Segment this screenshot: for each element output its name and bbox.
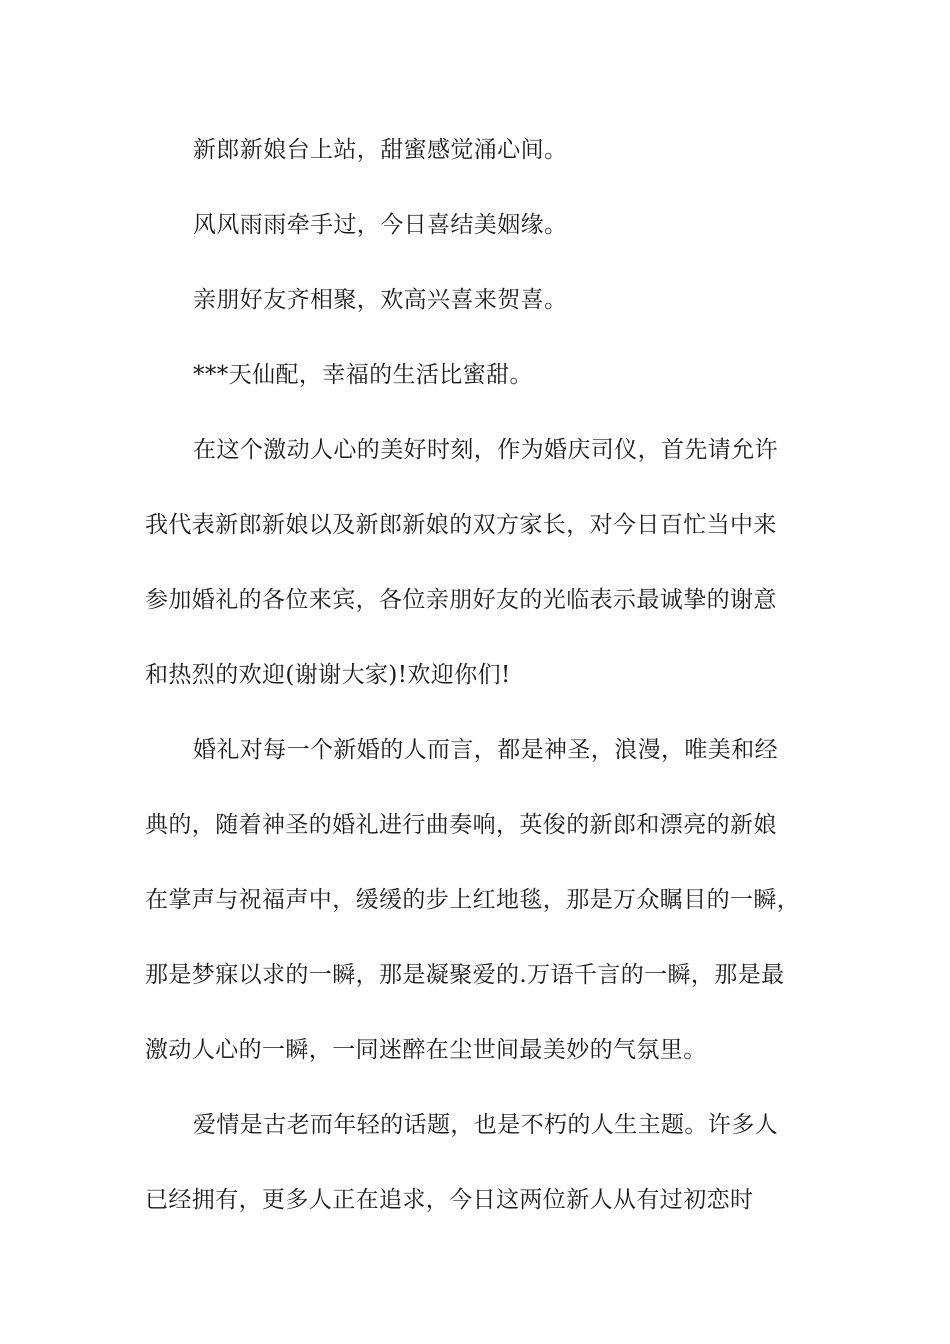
text-line: 那是梦寐以求的一瞬，那是凝聚爱的.万语千言的一瞬，那是最 <box>145 962 785 988</box>
text-line: 风风雨雨牵手过，今日喜结美姻缘。 <box>193 212 568 238</box>
text-line: 在掌声与祝福声中，缓缓的步上红地毯，那是万众瞩目的一瞬， <box>145 887 801 913</box>
text-line: 亲朋好友齐相聚，欢高兴喜来贺喜。 <box>193 287 568 313</box>
text-line: ***天仙配，幸福的生活比蜜甜。 <box>193 362 533 388</box>
paragraph-first-line: 在这个激动人心的美好时刻，作为婚庆司仪，首先请允许 <box>193 437 778 463</box>
text-line: 典的，随着神圣的婚礼进行曲奏响，英俊的新郎和漂亮的新娘 <box>145 812 777 838</box>
text-line: 新郎新娘台上站，甜蜜感觉涌心间。 <box>193 137 568 163</box>
text-line: 激动人心的一瞬，一同迷醉在尘世间最美妙的气氛里。 <box>145 1037 707 1063</box>
paragraph-first-line: 婚礼对每一个新婚的人而言，都是神圣，浪漫，唯美和经 <box>193 737 778 763</box>
text-line: 已经拥有，更多人正在追求，今日这两位新人从有过初恋时 <box>145 1187 754 1213</box>
text-line: 和热烈的欢迎(谢谢大家)!欢迎你们! <box>145 662 511 688</box>
text-line: 我代表新郎新娘以及新郎新娘的双方家长，对今日百忙当中来 <box>145 512 777 538</box>
paragraph-first-line: 爱情是古老而年轻的话题，也是不朽的人生主题。许多人 <box>193 1112 778 1138</box>
text-line: 参加婚礼的各位来宾，各位亲朋好友的光临表示最诚挚的谢意 <box>145 587 777 613</box>
